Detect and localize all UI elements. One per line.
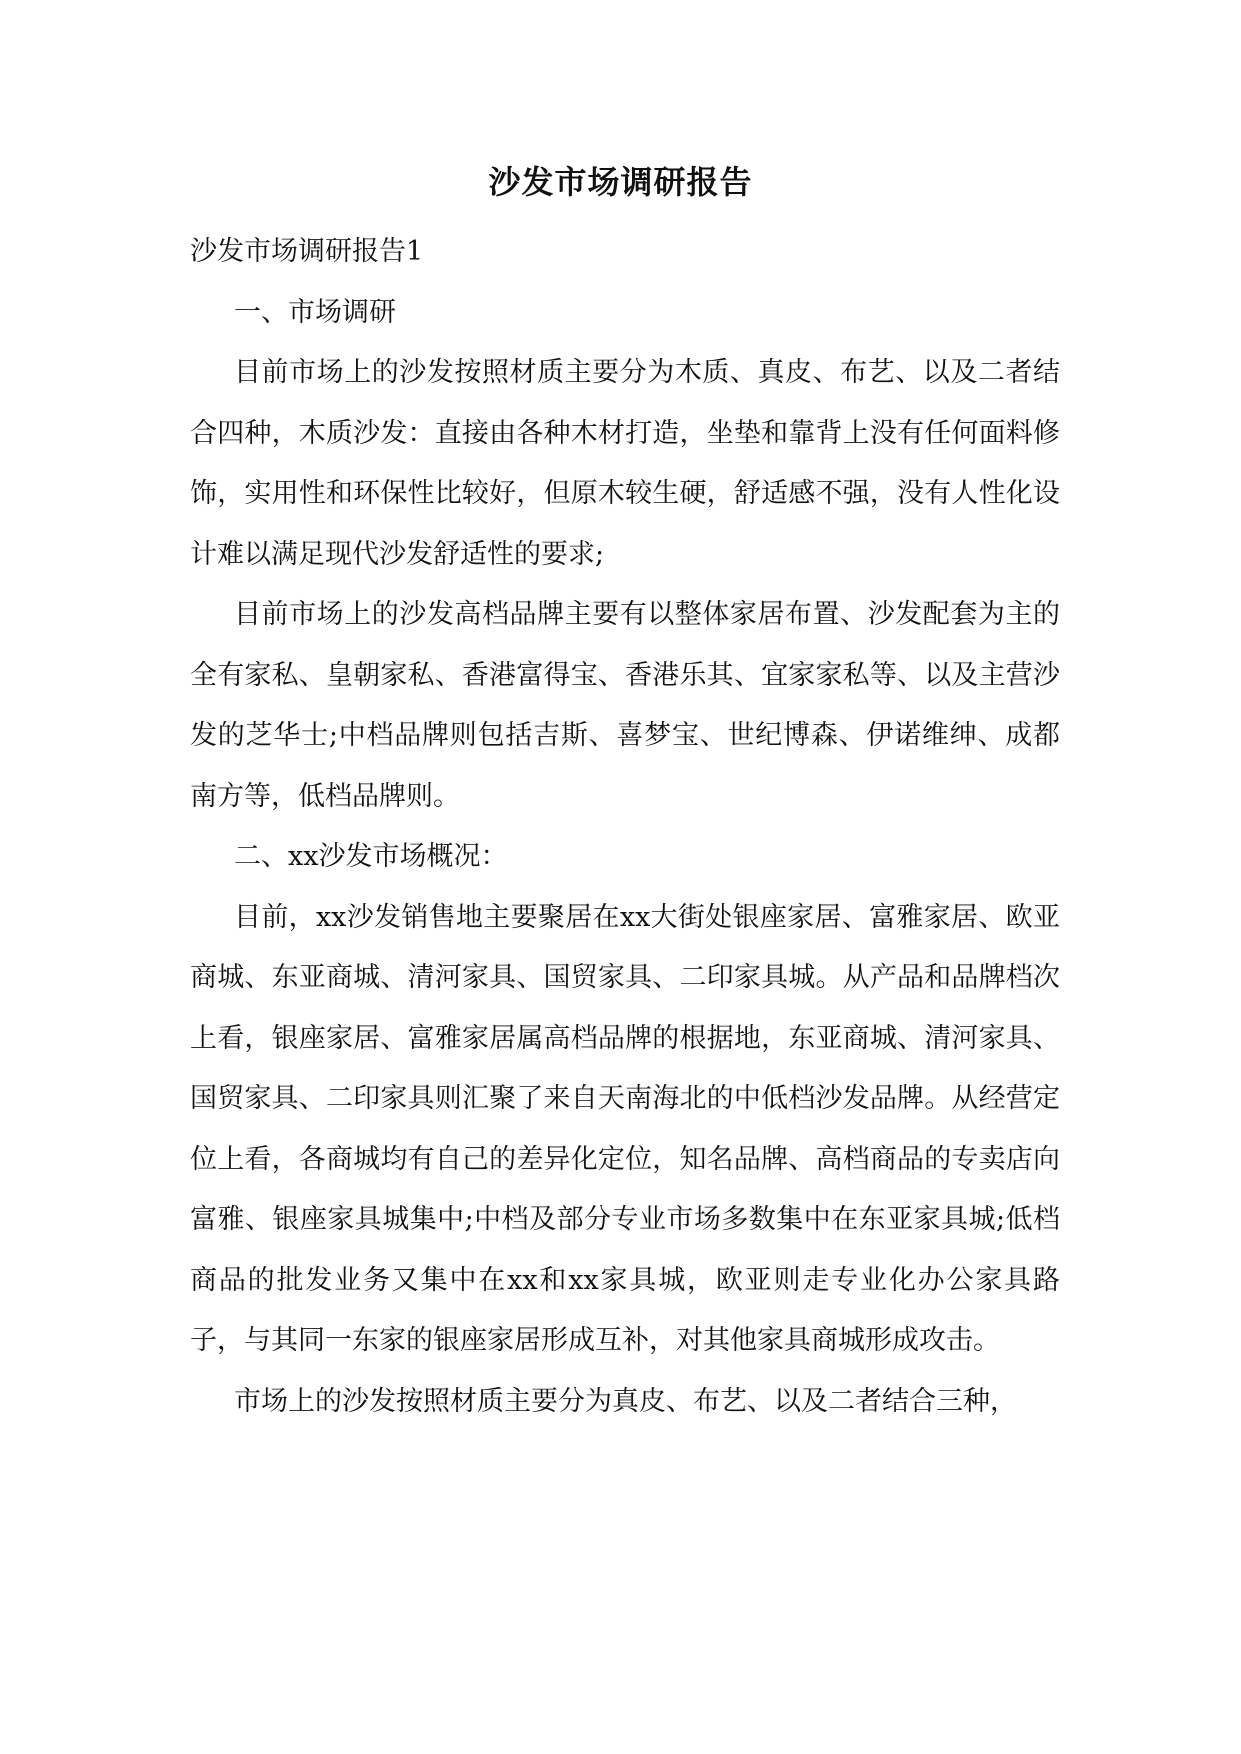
document-title: 沙发市场调研报告: [488, 163, 753, 201]
paragraph-report-subtitle: 沙发市场调研报告1: [190, 236, 424, 267]
paragraph-materials: 目前市场上的沙发按照材质主要分为木质、真皮、布艺、以及二者结合四种，木质沙发：直接由各种木材打造，坐垫和靠背上没有任何面料修饰，实用性和环保性比较好，但原木较生硬，舒适感不强，没有人性化设计难以满足现代沙发舒适性的要求;: [190, 357, 1060, 570]
paragraph-sales-locations: 目前，xx沙发销售地主要聚居在xx大街处银座家居、富雅家居、欧亚商城、东亚商城、清河家具、国贸家具、二印家具城。从产品和品牌档次上看，银座家居、富雅家居属高档品牌的根据地，东亚商城、清河家具、国贸家具、二印家具则汇聚了来自天南海北的中低档沙发品牌。从经营定位上看，各商城均有自己的差异化定位，知名品牌、高档商品的专卖店向富雅、银座家具城集中;中档及部分专业市场多数集中在东亚家具城;低档商品的批发业务又集中在xx和xx家具城，欧亚则走专业化办公家具路子，与其同一东家的银座家居形成互补，对其他家具商城形成攻击。: [190, 901, 1060, 1356]
paragraph-heading-market-overview: 二、xx沙发市场概况：: [234, 841, 508, 872]
paragraph-brands: 目前市场上的沙发高档品牌主要有以整体家居布置、沙发配套为主的全有家私、皇朝家私、香港富得宝、香港乐其、宜家家私等、以及主营沙发的芝华士;中档品牌则包括吉斯、喜梦宝、世纪博森、伊诺维绅、成都南方等，低档品牌则。: [190, 599, 1060, 812]
document-body: [190, 222, 1060, 1432]
paragraph-heading-market-survey: 一、市场调研: [234, 296, 396, 328]
paragraph-materials-continued: 市场上的沙发按照材质主要分为真皮、布艺、以及二者结合三种，: [234, 1385, 1017, 1417]
